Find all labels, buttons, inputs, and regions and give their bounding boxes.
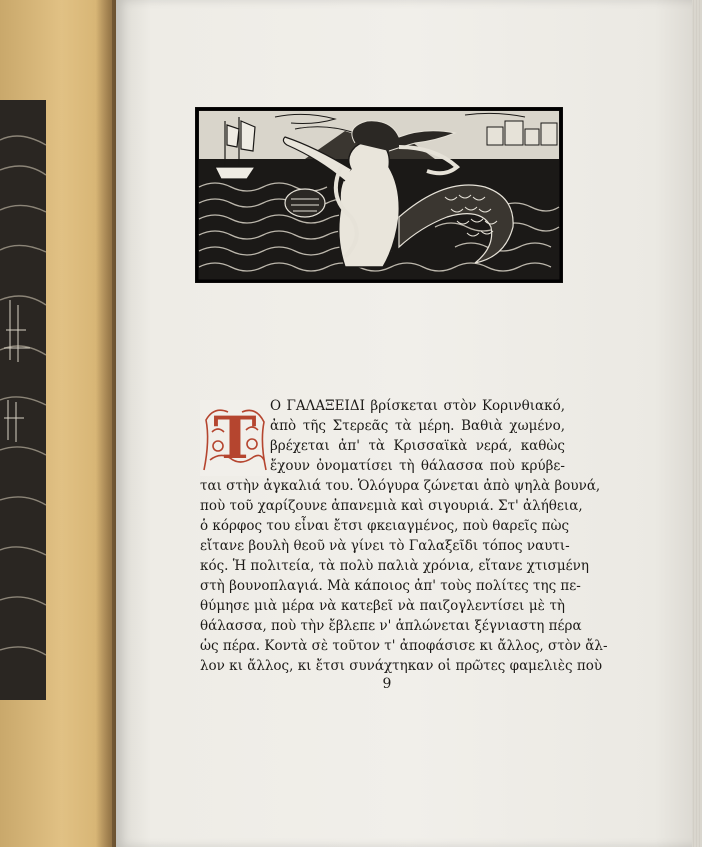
text-line-7: ὁ κόρφος του εἶναι ἔτσι φκειαγμένος, ποὺ θαρεῖς πὼς — [200, 518, 570, 534]
text-line-6: ποὺ τοῦ χαρίζουνε ἀπανεμιὰ καὶ σιγουριά. Στ' ἀλήθεια, — [200, 498, 583, 514]
initial-letter: T — [213, 404, 257, 472]
text-line-11: θύμησε μιὰ μέρα νὰ κατεβεῖ νὰ παιζογλεντίσει μὲ τὴ — [200, 598, 565, 614]
decorated-initial-letter — [200, 400, 270, 476]
text-line-4: ἔχουν ὀνοματίσει τὴ θάλασσα ποὺ κρύβε- — [270, 458, 565, 474]
text-line-14: λον κι ἄλλος, κι ἔτσι συνάχτηκαν οἱ πρῶτες φαμελιὲς ποὺ — [200, 658, 603, 674]
text-line-5: ται στὴν ἀγκαλιά του. Ὁλόγυρα ζώνεται ἀπὸ ψηλὰ βουνά, — [200, 478, 601, 494]
mermaid-woodcut-illustration — [195, 107, 563, 283]
text-line-12: θάλασσα, ποὺ τὴν ἔβλεπε ν' ἁπλώνεται ξέγνιαστη πέρα — [200, 618, 582, 634]
text-line-13: ὡς πέρα. Κοντὰ σὲ τοῦτον τ' ἀποφάσισε κι ἄλλος, στὸν ἄλ- — [200, 638, 608, 654]
text-line-8: εἴτανε βουλὴ θεοῦ νὰ γίνει τὸ Γαλαξεῖδι τόπος ναυτι- — [200, 538, 570, 554]
page-edge — [692, 0, 702, 847]
text-line-10: στὴ βουνοπλαγιά. Μὰ κάποιος ἀπ' τοὺς πολίτες της πε- — [200, 578, 581, 594]
left-page-woodcut — [0, 100, 46, 700]
text-line-1: Ο ΓΑΛΑΞΕΙΔΙ βρίσκεται στὸν Κορινθιακό, — [270, 398, 565, 414]
text-line-9: κός. Ἡ πολιτεία, τὰ πολὺ παλιὰ χρόνια, εἴτανε χτισμένη — [200, 558, 589, 574]
page-number: 9 — [382, 676, 392, 692]
text-line-3: βρέχεται ἀπ' τὰ Κρισσαϊκὰ νερά, καθὼς — [270, 438, 565, 454]
text-line-2: ἀπὸ τῆς Στερεᾶς τὰ μέρη. Βαθιὰ χωμένο, — [270, 418, 565, 434]
